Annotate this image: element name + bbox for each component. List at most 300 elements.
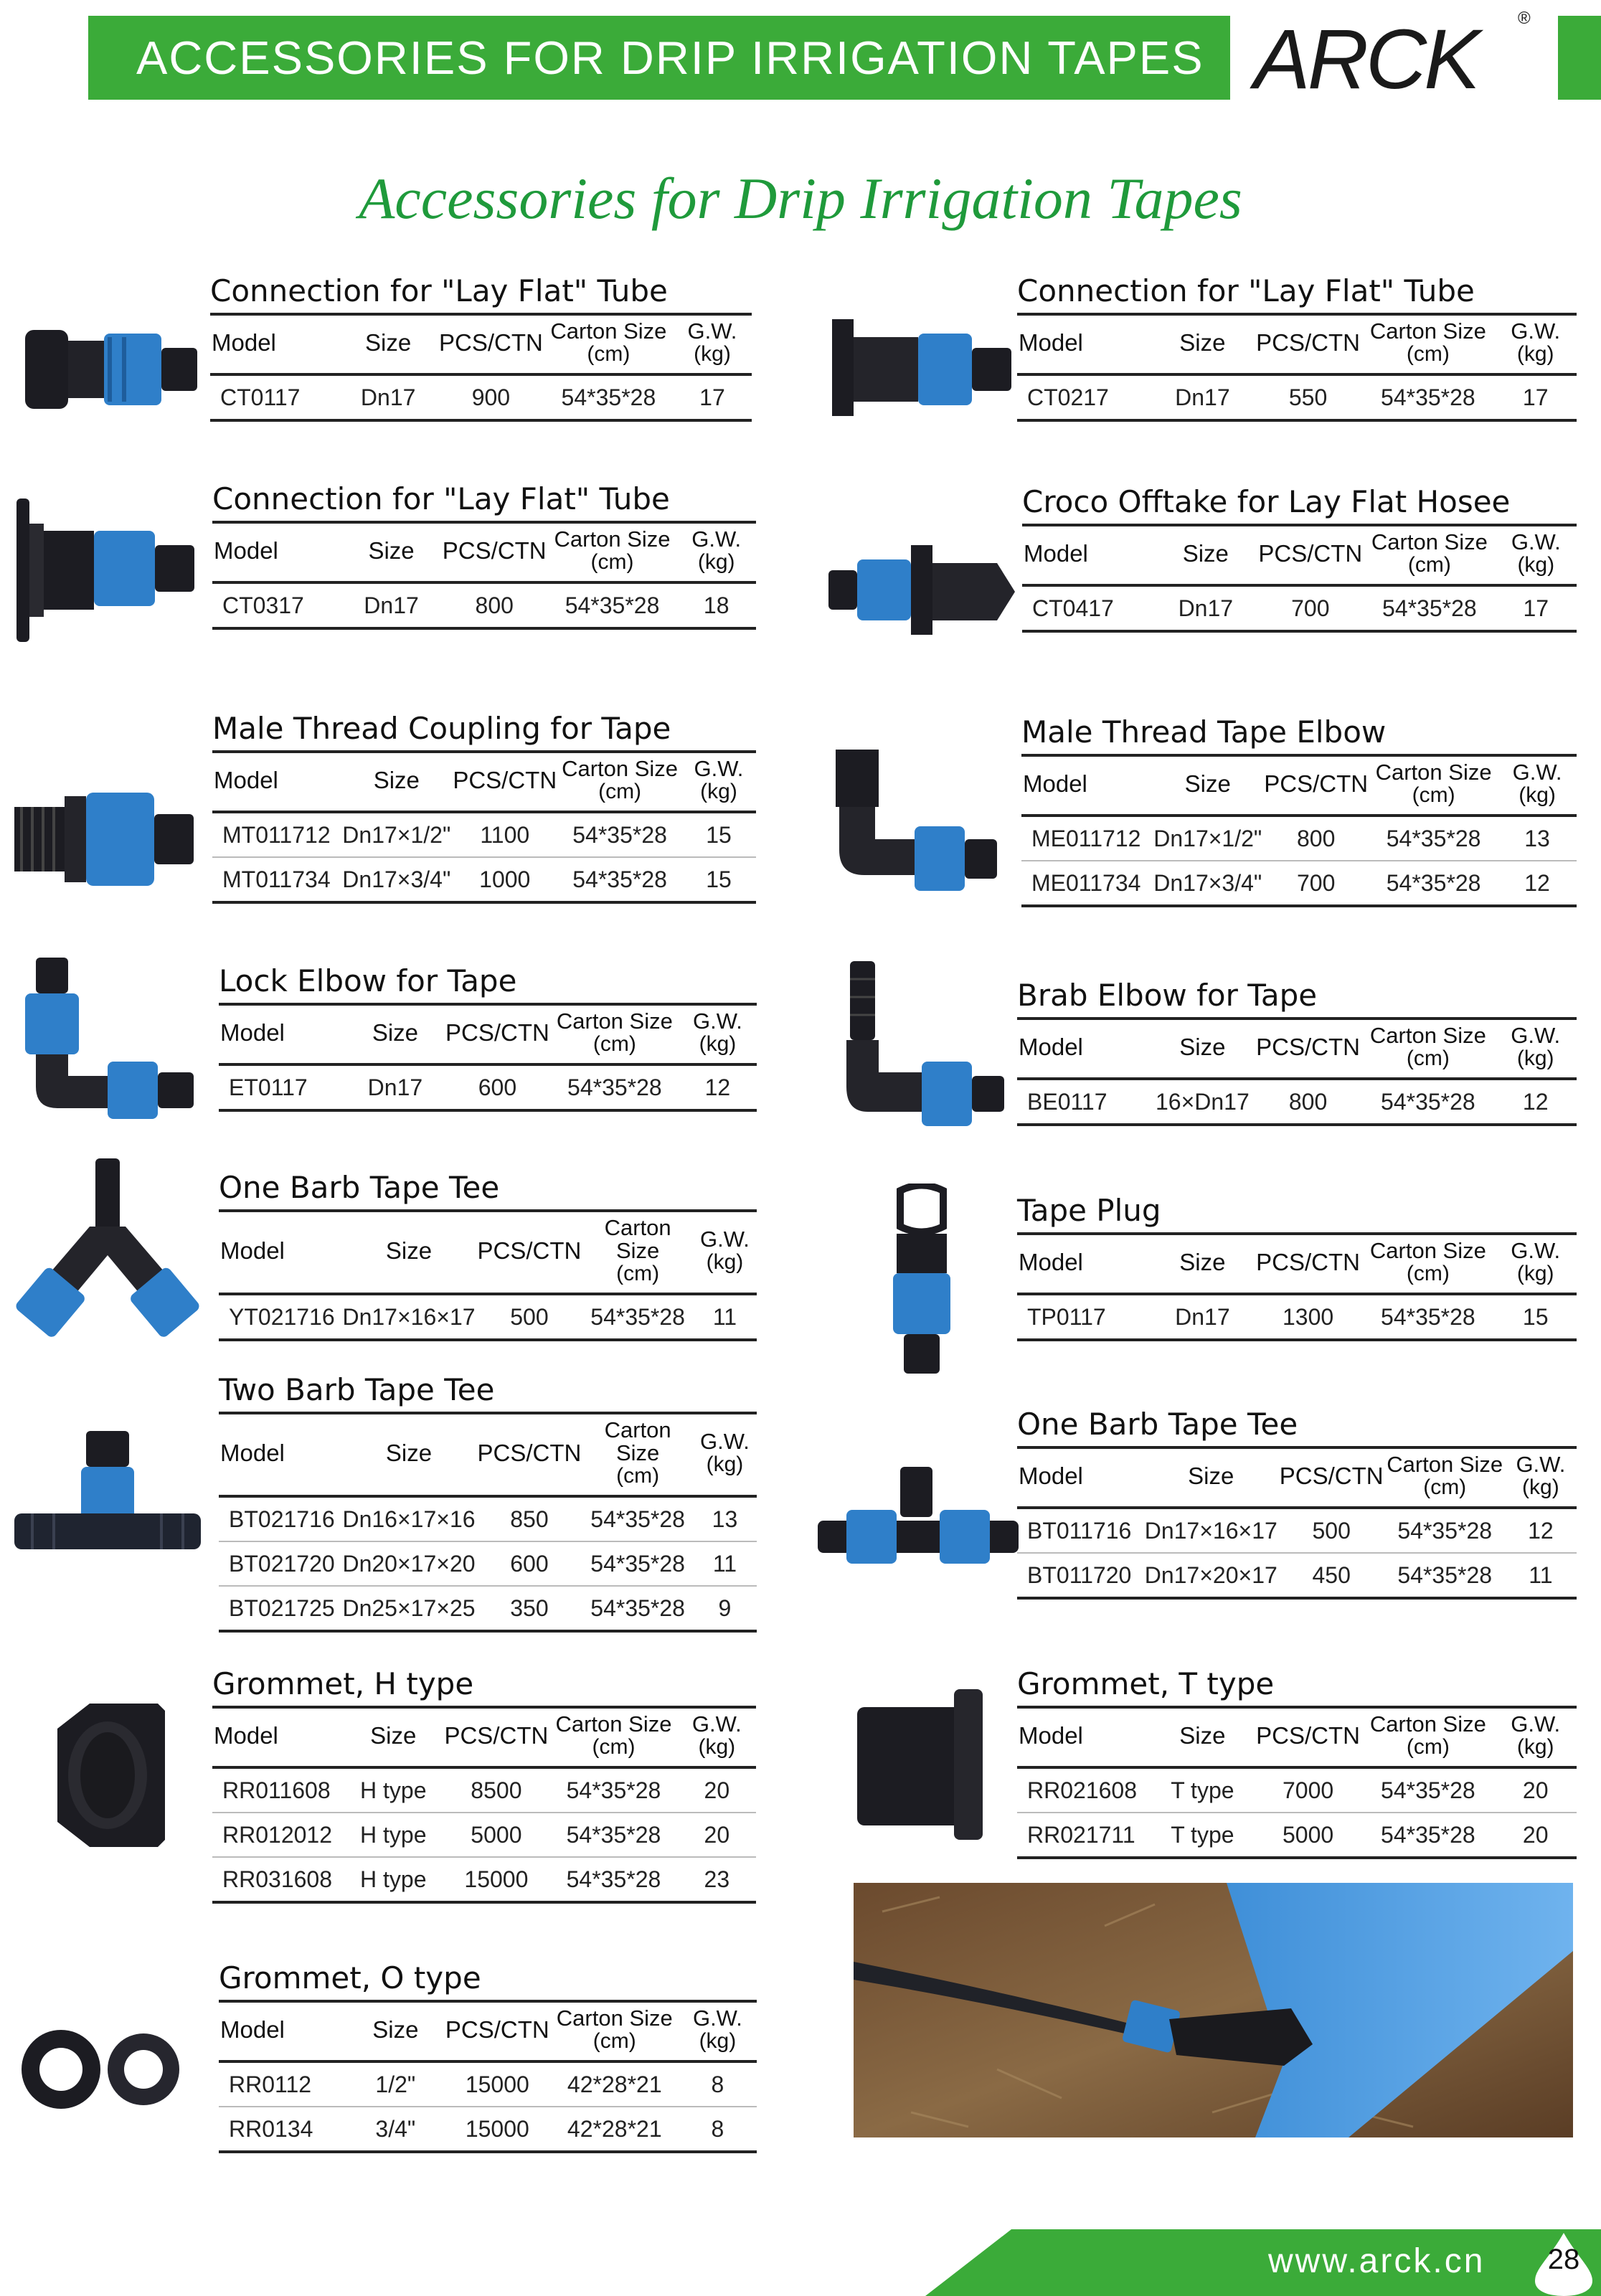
carton-cell: 54*35*28 (1369, 861, 1498, 906)
header-model: Model (1019, 1722, 1083, 1749)
lay-flat-connector-icon (825, 312, 1019, 427)
size-cell: Dn17×16×17 (341, 1294, 476, 1340)
header-carton-unit: (cm) (616, 1464, 660, 1488)
carton-cell: 54*35*28 (582, 1294, 693, 1340)
header-pcs: PCS/CTN (445, 1019, 549, 1046)
carton-cell: 54*35*28 (1361, 1813, 1494, 1858)
header-gw-unit: (kg) (699, 1032, 737, 1056)
pcs-cell: 7000 (1255, 1767, 1362, 1813)
gw-cell: 12 (1505, 1508, 1577, 1553)
table-header (1022, 526, 1577, 585)
header-carton-unit: (cm) (1412, 783, 1455, 807)
model-cell: BT021725 (219, 1586, 341, 1631)
header-carton-unit: (cm) (590, 550, 634, 574)
header-carton-unit: (cm) (598, 780, 642, 803)
header-carton (1361, 1709, 1494, 1767)
section-title: Male Thread Coupling for Tape (212, 711, 671, 746)
header-carton-unit: (cm) (1406, 1262, 1450, 1285)
header-size: Size (1179, 1249, 1226, 1275)
pcs-cell: 15000 (443, 1857, 549, 1902)
gw-cell: 9 (693, 1586, 757, 1631)
model-cell: ME011712 (1021, 816, 1153, 861)
header-carton (1361, 316, 1494, 374)
carton-cell: 54*35*28 (1385, 1508, 1505, 1553)
header-carton (549, 1709, 677, 1767)
carton-cell: 54*35*28 (558, 857, 681, 902)
header-gw (1496, 526, 1577, 585)
spec-table (1017, 1449, 1577, 1600)
size-cell: Dn17 (1151, 374, 1255, 420)
table-row (1017, 1813, 1577, 1858)
header-carton-label: Carton Size (556, 2006, 673, 2031)
table-header (212, 753, 756, 812)
table-row (219, 1496, 757, 1541)
product-section (212, 1664, 756, 1904)
pcs-cell: 700 (1262, 861, 1369, 906)
gw-cell: 17 (673, 374, 752, 420)
header-gw-label: G.W. (687, 318, 737, 344)
size-cell: Dn17 (1154, 585, 1257, 631)
table-row (219, 1586, 757, 1631)
size-cell: Dn17 (1151, 1294, 1255, 1340)
spec-table (212, 753, 756, 904)
model-cell: RR0112 (219, 2061, 347, 2107)
header-carton-unit: (cm) (1406, 1735, 1450, 1759)
pcs-cell: 15000 (444, 2107, 551, 2152)
table-row (1021, 861, 1577, 906)
header-pcs: PCS/CTN (453, 767, 557, 793)
header-size: Size (370, 1722, 417, 1749)
header-carton-label: Carton Size (555, 1711, 672, 1737)
model-cell: RR031608 (212, 1857, 344, 1902)
model-cell: RR021711 (1017, 1813, 1151, 1858)
header-gw (693, 1414, 757, 1496)
table-header (210, 316, 752, 374)
section-title: Grommet, T type (1017, 1666, 1275, 1701)
gw-cell: 12 (679, 1064, 757, 1110)
pcs-cell: 5000 (443, 1813, 549, 1857)
gw-cell: 23 (678, 1857, 756, 1902)
header-size: Size (368, 537, 415, 564)
header-gw-label: G.W. (1511, 1023, 1561, 1048)
gw-cell: 15 (1494, 1294, 1577, 1340)
size-cell: H type (344, 1767, 443, 1813)
gw-cell: 17 (1494, 374, 1577, 420)
size-cell: 3/4" (347, 2107, 444, 2152)
table-row (212, 582, 756, 628)
pcs-cell: 1100 (451, 812, 558, 857)
header-pcs: PCS/CTN (477, 1237, 582, 1264)
header-gw (693, 1212, 757, 1294)
spec-table (210, 316, 752, 422)
table-row (1017, 1508, 1577, 1553)
size-cell: Dn17×3/4" (1153, 861, 1262, 906)
carton-cell: 54*35*28 (548, 582, 677, 628)
header-accent-bar (1558, 16, 1601, 100)
header-pcs: PCS/CTN (1258, 540, 1363, 567)
carton-cell: 54*35*28 (1361, 1294, 1494, 1340)
table-row (1017, 1767, 1577, 1813)
table-row (212, 857, 756, 902)
pcs-cell: 1300 (1255, 1294, 1362, 1340)
header-carton-unit: (cm) (1407, 553, 1451, 577)
header-carton-label: Carton Size (1369, 1023, 1486, 1048)
product-section (212, 709, 756, 904)
pcs-cell: 800 (1255, 1079, 1362, 1125)
header-size: Size (1179, 1034, 1226, 1060)
gw-cell: 20 (1494, 1813, 1577, 1858)
header-gw-unit: (kg) (1516, 342, 1554, 366)
header-carton-label: Carton Size (1371, 529, 1488, 554)
header-gw-unit: (kg) (1519, 783, 1556, 807)
size-cell: Dn17×1/2" (1153, 816, 1262, 861)
carton-cell: 54*35*28 (1385, 1553, 1505, 1598)
size-cell: Dn16×17×16 (341, 1496, 476, 1541)
header-pcs: PCS/CTN (445, 2016, 549, 2043)
grommet-t-icon (854, 1686, 990, 1843)
table-header (1021, 757, 1577, 816)
model-cell: BT021720 (219, 1541, 341, 1586)
carton-cell: 54*35*28 (582, 1586, 693, 1631)
pcs-cell: 15000 (444, 2061, 551, 2107)
section-title: Grommet, O type (219, 1960, 481, 1995)
header-gw-unit: (kg) (699, 2029, 737, 2053)
table-header (219, 1212, 757, 1294)
table-row (210, 374, 752, 420)
header-carton (582, 1414, 693, 1496)
header-size: Size (1184, 770, 1231, 797)
spec-table (219, 1414, 757, 1633)
product-section (219, 1370, 757, 1633)
header-carton-label: Carton Size (604, 1215, 671, 1263)
header-carton-unit: (cm) (1406, 342, 1450, 366)
spec-table (219, 1006, 757, 1112)
page-title: Accessories for Drip Irrigation Tapes (359, 166, 1242, 231)
header-gw (1494, 1709, 1577, 1767)
header-model: Model (214, 537, 278, 564)
header-carton-unit: (cm) (616, 1262, 660, 1285)
header-carton (1361, 1020, 1494, 1079)
pcs-cell: 1000 (451, 857, 558, 902)
header-carton-unit: (cm) (592, 1032, 636, 1056)
header-size: Size (1179, 1722, 1226, 1749)
header-gw (1494, 1020, 1577, 1079)
header-pcs: PCS/CTN (1264, 770, 1369, 797)
size-cell: Dn17 (341, 582, 441, 628)
gw-cell: 20 (1494, 1767, 1577, 1813)
product-section (210, 271, 752, 422)
lock-elbow-icon (14, 954, 201, 1119)
model-cell: ME011734 (1021, 861, 1153, 906)
section-title: Brab Elbow for Tape (1017, 978, 1318, 1013)
header-gw-label: G.W. (700, 1429, 750, 1454)
pcs-cell: 350 (476, 1586, 583, 1631)
pcs-cell: 8500 (443, 1767, 549, 1813)
header-carton (551, 2003, 679, 2061)
y-tee-icon (11, 1155, 204, 1341)
header-model: Model (1023, 770, 1087, 797)
model-cell: ET0117 (219, 1064, 346, 1110)
model-cell: CT0117 (210, 374, 339, 420)
product-section (219, 1958, 757, 2153)
carton-cell: 54*35*28 (549, 1767, 677, 1813)
pcs-cell: 5000 (1255, 1813, 1362, 1858)
table-row (219, 1294, 757, 1340)
model-cell: YT021716 (219, 1294, 341, 1340)
section-title: Lock Elbow for Tape (219, 963, 517, 998)
header-carton-label: Carton Size (1387, 1452, 1503, 1477)
model-cell: BT011716 (1017, 1508, 1144, 1553)
header-carton (582, 1212, 693, 1294)
table-row (1017, 1294, 1577, 1340)
size-cell: H type (344, 1813, 443, 1857)
header-pcs: PCS/CTN (1256, 1249, 1360, 1275)
header-model: Model (220, 1440, 285, 1466)
header-gw (678, 1709, 756, 1767)
header-carton-unit: (cm) (1406, 1047, 1450, 1070)
header-carton (1385, 1449, 1505, 1508)
barb-elbow-icon (832, 958, 1011, 1130)
gw-cell: 13 (1498, 816, 1577, 861)
carton-cell: 54*35*28 (551, 1064, 679, 1110)
model-cell: BT021716 (219, 1496, 341, 1541)
brand-logo: ARCK (1254, 12, 1478, 107)
header-carton (1369, 757, 1498, 816)
header-carton (1364, 526, 1495, 585)
page-number: 28 (1547, 2244, 1580, 2275)
header-carton-label: Carton Size (554, 526, 671, 552)
table-row (1017, 1553, 1577, 1598)
header-pcs: PCS/CTN (1256, 1722, 1360, 1749)
header-carton-unit: (cm) (592, 2029, 636, 2053)
header-carton-label: Carton Size (1369, 1711, 1486, 1737)
spec-table (1017, 316, 1577, 422)
header-model: Model (1019, 329, 1083, 356)
header-pcs: PCS/CTN (1279, 1463, 1384, 1489)
product-section (1017, 975, 1577, 1126)
lay-flat-connector-icon (11, 495, 197, 646)
header-gw-unit: (kg) (706, 1250, 744, 1274)
product-section (1017, 1664, 1577, 1859)
gw-cell: 15 (681, 857, 756, 902)
section-title: One Barb Tape Tee (219, 1170, 500, 1205)
one-barb-tee-icon (814, 1463, 1022, 1571)
spec-table (219, 1212, 757, 1341)
section-title: Two Barb Tape Tee (219, 1372, 495, 1407)
header-carton (548, 524, 677, 582)
registered-mark: ® (1518, 9, 1531, 28)
table-row (212, 812, 756, 857)
header-gw-label: G.W. (691, 526, 742, 552)
model-cell: CT0217 (1017, 374, 1151, 420)
gw-cell: 12 (1498, 861, 1577, 906)
size-cell: Dn17 (346, 1064, 444, 1110)
header-size: Size (372, 2016, 419, 2043)
gw-cell: 17 (1496, 585, 1577, 631)
header-model: Model (214, 1722, 278, 1749)
table-row (219, 1541, 757, 1586)
header-size: Size (385, 1237, 433, 1264)
header-gw-label: G.W. (694, 756, 744, 781)
header-gw-label: G.W. (692, 1008, 742, 1034)
table-row (219, 2061, 757, 2107)
lay-flat-connector-icon (18, 305, 204, 434)
table-row (1017, 374, 1577, 420)
section-title: Connection for "Lay Flat" Tube (1017, 273, 1475, 308)
header-gw (679, 1006, 757, 1064)
field-installation-photo (854, 1883, 1573, 2137)
table-row (1021, 816, 1577, 861)
header-model: Model (220, 1237, 285, 1264)
model-cell: BE0117 (1017, 1079, 1151, 1125)
header-size: Size (365, 329, 412, 356)
size-cell: Dn17×3/4" (341, 857, 451, 902)
table-header (212, 524, 756, 582)
carton-cell: 54*35*28 (558, 812, 681, 857)
size-cell: 16×Dn17 (1151, 1079, 1255, 1125)
carton-cell: 54*35*28 (544, 374, 673, 420)
header-carton-unit: (cm) (1423, 1475, 1467, 1499)
size-cell: Dn17×1/2" (341, 812, 451, 857)
gw-cell: 20 (678, 1813, 756, 1857)
gw-cell: 11 (693, 1294, 757, 1340)
product-section (219, 961, 757, 1112)
pcs-cell: 800 (1262, 816, 1369, 861)
header-carton-unit: (cm) (592, 1735, 636, 1759)
section-title: Connection for "Lay Flat" Tube (210, 273, 668, 308)
header-gw (1505, 1449, 1577, 1508)
table-row (212, 1857, 756, 1902)
header-gw (681, 753, 756, 812)
tape-plug-icon (882, 1184, 961, 1377)
header-carton (1361, 1235, 1494, 1294)
header-size: Size (373, 767, 420, 793)
size-cell: T type (1151, 1767, 1255, 1813)
header-pcs: PCS/CTN (438, 329, 543, 356)
header-carton-label: Carton Size (562, 756, 679, 781)
size-cell: Dn25×17×25 (341, 1586, 476, 1631)
gw-cell: 13 (693, 1496, 757, 1541)
table-row (219, 2107, 757, 2152)
model-cell: RR011608 (212, 1767, 344, 1813)
section-title: Male Thread Tape Elbow (1021, 714, 1387, 750)
model-cell: CT0317 (212, 582, 341, 628)
header-gw (1494, 316, 1577, 374)
header-gw-unit: (kg) (1522, 1475, 1559, 1499)
pcs-cell: 900 (438, 374, 544, 420)
pcs-cell: 450 (1278, 1553, 1385, 1598)
carton-cell: 42*28*21 (551, 2107, 679, 2152)
size-cell: Dn17×16×17 (1144, 1508, 1278, 1553)
header-gw-label: G.W. (691, 1711, 742, 1737)
table-row (212, 1813, 756, 1857)
section-title: Connection for "Lay Flat" Tube (212, 481, 670, 516)
header-pcs: PCS/CTN (444, 1722, 549, 1749)
header-carton (551, 1006, 679, 1064)
header-carton-label: Carton Size (604, 1417, 671, 1465)
header-carton-unit: (cm) (587, 342, 631, 366)
header-gw (676, 524, 756, 582)
header-gw-unit: (kg) (1516, 1735, 1554, 1759)
header-gw-unit: (kg) (1516, 1262, 1554, 1285)
header-model: Model (1019, 1463, 1083, 1489)
header-gw-unit: (kg) (706, 1452, 744, 1476)
carton-cell: 54*35*28 (1361, 1767, 1494, 1813)
header-gw (1498, 757, 1577, 816)
footer-band (925, 2229, 1601, 2296)
header-model: Model (220, 1019, 285, 1046)
spec-table (219, 2003, 757, 2153)
table-row (1022, 585, 1577, 631)
header-carton (558, 753, 681, 812)
product-section (1017, 1191, 1577, 1341)
header-model: Model (1019, 1034, 1083, 1060)
table-header (212, 1709, 756, 1767)
size-cell: 1/2" (347, 2061, 444, 2107)
header-size: Size (1182, 540, 1229, 567)
carton-cell: 54*35*28 (1361, 1079, 1494, 1125)
table-header (219, 1414, 757, 1496)
header-gw (679, 2003, 757, 2061)
table-header (1017, 1449, 1577, 1508)
website-url: www.arck.cn (1268, 2242, 1486, 2280)
header-size: Size (1188, 1463, 1234, 1489)
product-section (219, 1168, 757, 1341)
product-section (1021, 712, 1577, 907)
header-carton-label: Carton Size (1375, 760, 1492, 785)
header-model: Model (1024, 540, 1088, 567)
size-cell: Dn20×17×20 (341, 1541, 476, 1586)
model-cell: CT0417 (1022, 585, 1154, 631)
male-thread-coupling-icon (11, 775, 197, 904)
header-gw-unit: (kg) (1516, 1047, 1554, 1070)
spec-table (1017, 1235, 1577, 1341)
pcs-cell: 500 (476, 1294, 583, 1340)
header-gw-label: G.W. (1516, 1452, 1566, 1477)
header-pcs: PCS/CTN (1256, 1034, 1360, 1060)
pcs-cell: 500 (1278, 1508, 1385, 1553)
gw-cell: 8 (679, 2107, 757, 2152)
croco-offtake-icon (825, 542, 1019, 642)
pcs-cell: 600 (476, 1541, 583, 1586)
section-title: Tape Plug (1017, 1193, 1161, 1228)
gw-cell: 11 (1505, 1553, 1577, 1598)
model-cell: BT011720 (1017, 1553, 1144, 1598)
section-title: Grommet, H type (212, 1666, 474, 1701)
header-gw-label: G.W. (1511, 1711, 1561, 1737)
table-header (219, 1006, 757, 1064)
gw-cell: 11 (693, 1541, 757, 1586)
table-row (212, 1767, 756, 1813)
table-row (1017, 1079, 1577, 1125)
pcs-cell: 600 (444, 1064, 551, 1110)
header-pcs: PCS/CTN (477, 1440, 582, 1466)
section-title: Croco Offtake for Lay Flat Hosee (1022, 484, 1511, 519)
carton-cell: 54*35*28 (582, 1541, 693, 1586)
product-section (1022, 482, 1577, 633)
header-gw-label: G.W. (1511, 529, 1561, 554)
grommet-h-icon (50, 1700, 172, 1851)
spec-table (212, 524, 756, 630)
table-header (219, 2003, 757, 2061)
header-carton (544, 316, 673, 374)
header-gw (673, 316, 752, 374)
pcs-cell: 550 (1255, 374, 1362, 420)
carton-cell: 54*35*28 (1364, 585, 1495, 631)
header-banner-text: ACCESSORIES FOR DRIP IRRIGATION TAPES (136, 32, 1204, 84)
carton-cell: 54*35*28 (582, 1496, 693, 1541)
table-header (1017, 316, 1577, 374)
